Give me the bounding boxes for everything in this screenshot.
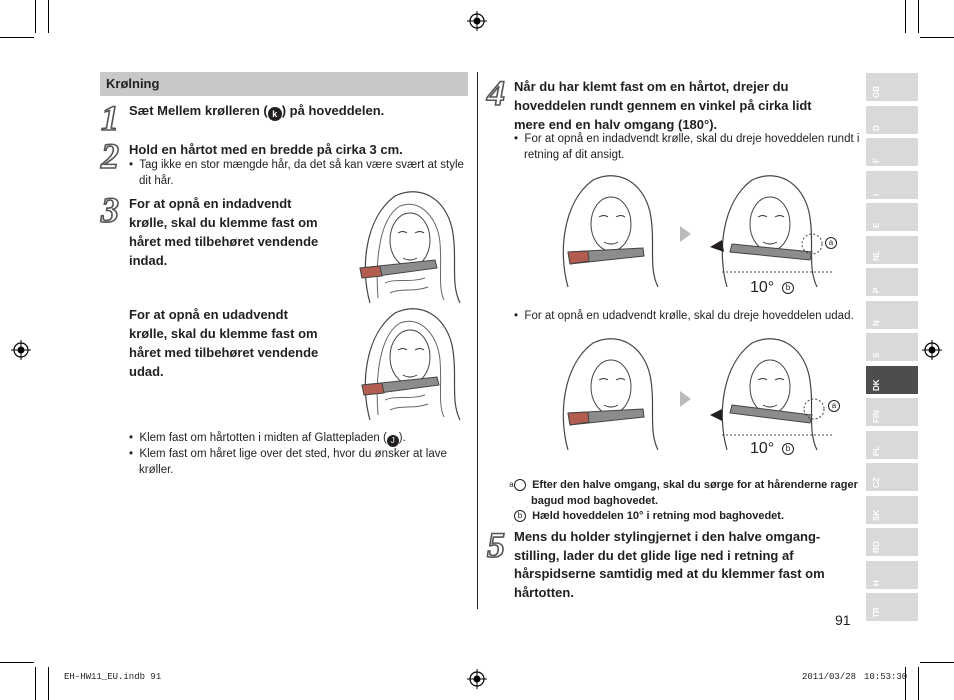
language-tab-nl xyxy=(866,236,918,264)
step-4-bullet-outward: • For at opnå en udadvendt krølle, skal du dreje hoveddelen udad. xyxy=(514,310,854,322)
step-1-text-before: Sæt Mellem krølleren ( xyxy=(129,103,268,118)
footer-date: 2011/03/28 xyxy=(802,672,857,682)
language-tab-label: GB xyxy=(872,86,881,98)
language-tab-cz xyxy=(866,463,918,491)
language-tab-label: TR xyxy=(872,607,881,618)
step-4-text: Når du har klemt fast om en hårtot, drejer du hoveddelen rundt gennem en vinkel på cirka lidt mere end en halv omgang (180°). xyxy=(514,79,812,132)
step-2-text: Hold en hårtot med en bredde på cirka 3 cm. xyxy=(129,142,403,157)
language-tab-label: SK xyxy=(872,509,881,521)
language-tab-sk xyxy=(866,496,918,524)
registration-mark-icon xyxy=(467,669,487,689)
language-tab-n xyxy=(866,301,918,329)
label-b xyxy=(782,443,797,455)
footer-time: 10:53:30 xyxy=(864,672,908,682)
registration-mark-icon xyxy=(467,11,487,31)
label-b xyxy=(782,282,797,294)
language-tab-p xyxy=(866,268,918,296)
language-tab-dk xyxy=(866,366,918,394)
angle-label: 10° xyxy=(750,440,775,457)
language-tab-label: CZ xyxy=(872,477,881,488)
note-b xyxy=(514,508,854,524)
language-tab-h xyxy=(866,561,918,589)
step-3-bullet-1-end: ). xyxy=(398,432,406,444)
key-j-icon: J xyxy=(387,435,399,447)
language-tab-label: PL xyxy=(872,445,881,456)
step-3-inward-text: For at opnå en indadvendt krølle, skal du klemme fast om håret med tilbehøret vendende indad. xyxy=(129,196,319,268)
label-b-circle: b xyxy=(782,443,794,455)
step-number: 2 xyxy=(101,136,119,176)
label-a-circle: a xyxy=(825,237,837,249)
language-tab-label: RO xyxy=(872,541,881,553)
crop-mark xyxy=(0,662,34,663)
language-tab-label: N xyxy=(872,319,881,326)
label-a xyxy=(828,400,843,412)
key-k-icon: k xyxy=(268,107,282,121)
language-tab-label: H xyxy=(872,579,881,586)
registration-mark-icon xyxy=(922,340,942,360)
note-a-text: Efter den halve omgang, skal du sørge for at hårenderne rager bagud mod baghovedet. xyxy=(531,479,858,507)
woman-outward-before-illustration xyxy=(543,335,668,452)
step-3-bullet-2: • Klem fast om håret lige over det sted, hvor du ønsker at lave krøller. xyxy=(129,448,447,476)
language-tab-gb xyxy=(866,73,918,101)
language-tab-pl xyxy=(866,431,918,459)
language-tab-label: NL xyxy=(872,249,881,261)
language-tab-label: D xyxy=(872,124,881,131)
column-divider xyxy=(477,72,478,609)
step-number: 4 xyxy=(487,73,505,113)
crop-mark xyxy=(905,0,906,33)
crop-mark xyxy=(0,37,34,38)
next-arrow-icon xyxy=(680,226,691,242)
language-tab-label: FIN xyxy=(872,410,881,423)
woman-curling-outward-illustration xyxy=(340,305,465,422)
woman-before-turn-illustration xyxy=(543,172,668,289)
crop-mark xyxy=(48,0,49,33)
section-title: Krølning xyxy=(106,76,160,91)
registration-mark-icon xyxy=(11,340,31,360)
step-2-bullet-text: Tag ikke en stor mængde hår, da det så kan være svært at style dit hår. xyxy=(139,159,464,187)
step-4-bullet-inward-text: For at opnå en indadvendt krølle, skal du dreje hoveddelen rundt i retning af dit ansigt. xyxy=(524,133,860,161)
step-2-bullet: • Tag ikke en stor mængde hår, da det så kan være svært at style dit hår. xyxy=(129,159,464,187)
page-number: 91 xyxy=(835,612,851,628)
step-number: 3 xyxy=(101,190,119,230)
language-tab-e xyxy=(866,203,918,231)
crop-mark xyxy=(920,662,954,663)
step-number: 1 xyxy=(101,98,119,138)
step-1-text-after: ) på hoveddelen. xyxy=(281,103,385,118)
crop-mark xyxy=(920,37,954,38)
language-tab-ro xyxy=(866,528,918,556)
step-5-text: Mens du holder stylingjernet i den halve omgang-stilling, lader du det glide lige ned i retning af hårspidserne samtidig med at du klemmer fast om hårtotten. xyxy=(514,529,825,600)
crop-mark xyxy=(35,667,36,700)
step-3-outward-text: For at opnå en udadvendt krølle, skal du klemme fast om håret med tilbehøret vendende udad. xyxy=(129,307,319,379)
section-header xyxy=(100,72,468,96)
language-tab-d xyxy=(866,106,918,134)
note-a xyxy=(509,477,871,509)
crop-mark xyxy=(35,0,36,33)
next-arrow-icon xyxy=(680,391,691,407)
label-b-circle: b xyxy=(514,510,526,522)
language-tab-f xyxy=(866,138,918,166)
crop-mark xyxy=(918,667,919,700)
note-b-text: Hæld hoveddelen 10° i retning mod baghovedet. xyxy=(532,510,784,522)
angle-label: 10° xyxy=(750,279,775,296)
label-a-circle: a xyxy=(514,479,526,491)
step-3-bullet-1-text: Klem fast om hårtotten i midten af Glattepladen ( xyxy=(139,432,387,444)
woman-curling-inward-illustration xyxy=(340,188,465,305)
language-tab-tr xyxy=(866,593,918,621)
step-number: 5 xyxy=(487,525,505,565)
crop-mark xyxy=(918,0,919,33)
label-b-circle: b xyxy=(782,282,794,294)
step-3-bullet-1: • Klem fast om hårtotten i midten af Glattepladen ( J ). xyxy=(129,432,406,445)
language-tab-label: S xyxy=(872,352,881,358)
language-tab-label: I xyxy=(872,193,881,196)
woman-outward-after-illustration xyxy=(702,335,842,452)
language-tab-label: DK xyxy=(872,378,881,391)
label-a-circle: a xyxy=(828,400,840,412)
crop-mark xyxy=(48,667,49,700)
language-tab-label: E xyxy=(872,222,881,228)
step-3-bullet-2-text: Klem fast om håret lige over det sted, hvor du ønsker at lave krøller. xyxy=(139,448,447,476)
step-1-text xyxy=(129,101,459,121)
language-tab-label: P xyxy=(872,287,881,293)
footer-file: EH-HW11_EU.indb 91 xyxy=(64,672,162,682)
step-4-bullet-outward-text: For at opnå en udadvendt krølle, skal du dreje hoveddelen udad. xyxy=(524,310,854,322)
language-tab-s xyxy=(866,333,918,361)
language-tab-fin xyxy=(866,398,918,426)
language-tab-label: F xyxy=(872,158,881,163)
language-tab-i xyxy=(866,171,918,199)
label-a xyxy=(825,237,840,249)
woman-after-turn-illustration xyxy=(702,172,842,289)
step-4-bullet-inward: • For at opnå en indadvendt krølle, skal du dreje hoveddelen rundt i retning af dit ansigt. xyxy=(514,133,860,161)
